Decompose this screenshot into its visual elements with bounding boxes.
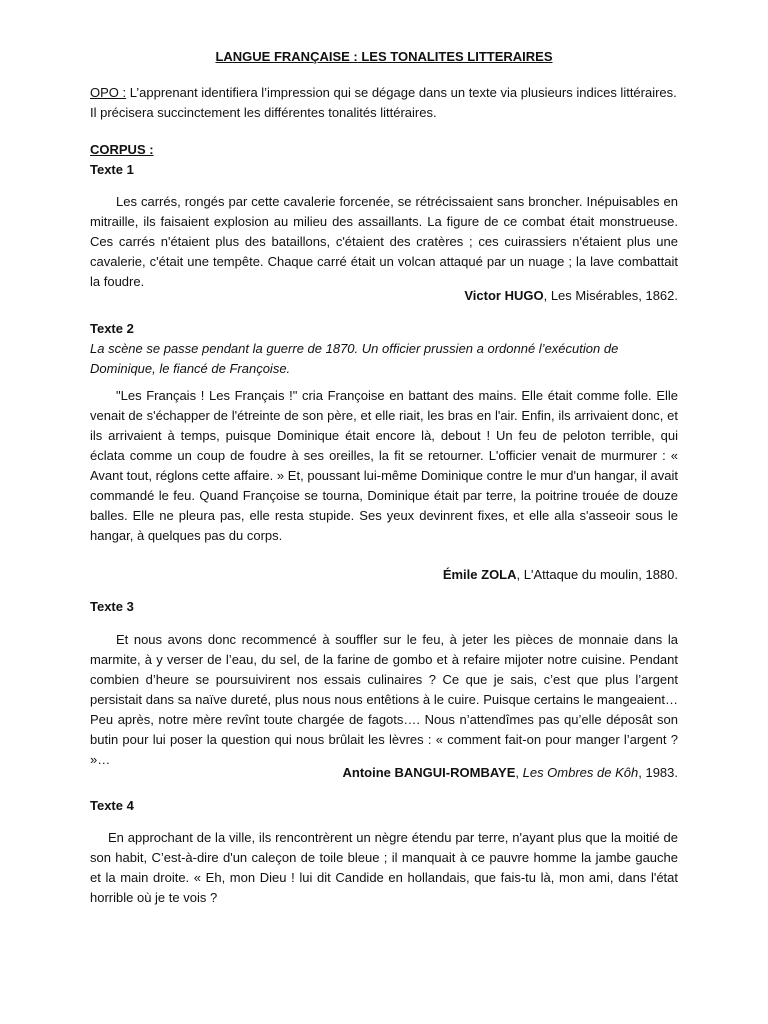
text1-work: , Les Misérables, 1862. <box>543 288 678 303</box>
page-title <box>90 47 678 67</box>
text2-author: Émile ZOLA <box>442 567 517 582</box>
text3-author: Antoine BANGUI-ROMBAYE <box>342 765 516 780</box>
opo-objective <box>90 83 678 123</box>
text1-attribution <box>90 286 678 306</box>
title-rest: LES TONALITES LITTERAIRES <box>357 49 553 64</box>
opo-label: OPO : <box>90 85 127 100</box>
text3-work-sep: , <box>515 765 523 780</box>
text2-heading: Texte 2 <box>90 321 134 336</box>
text3-heading: Texte 3 <box>90 599 134 614</box>
text1-body: Les carrés, rongés par cette cavalerie forcenée, se rétrécissaient sans broncher. Inépuisables en mitraille, ils faisaient explosion au milieu des assaillants. La figure de ce combat était monstrueuse. Ces carrés n'étaient plus des bataillons, c'étaient des cratères ; ces cuirassiers n'étaient plus une cavalerie, c'était une tempête. Chaque carré était un volcan attaqué par un nuage ; la lave combattait la foudre. <box>90 194 678 289</box>
text3-attribution <box>90 763 678 783</box>
opo-text: L’apprenant identifiera l’impression qui se dégage dans un texte via plusieurs indices littéraires. Il précisera succinctement les différentes tonalités littéraires. <box>90 85 677 120</box>
text3-work-title: Les Ombres de Kôh <box>522 765 639 780</box>
text4-heading: Texte 4 <box>90 798 134 813</box>
text2-intro: La scène se passe pendant la guerre de 1870. Un officier prussien a ordonné l’exécution de Dominique, le fiancé de Françoise. <box>90 341 619 376</box>
text2-work: , L'Attaque du moulin, 1880. <box>516 567 678 582</box>
text1-heading: Texte 1 <box>90 162 134 177</box>
text1-author: Victor HUGO <box>464 288 544 303</box>
text4-body: En approchant de la ville, ils rencontrèrent un nègre étendu par terre, n'ayant plus que la moitié de son habit, C’est-à-dire d'un caleçon de toile bleue ; il manquait à ce pauvre homme la jambe gauche et la main droite. « Eh, mon Dieu ! lui dit Candide en hollandais, que fais-tu là, mon ami, dans l'état horrible où je te vois ? <box>90 830 678 905</box>
text3-work-end: , 1983. <box>638 765 678 780</box>
text3-body: Et nous avons donc recommencé à souffler sur le feu, à jeter les pièces de monnaie dans la marmite, à y verser de l’eau, du sel, de la farine de gombo et à refaire mijoter notre cuisine. Pendant combien d’heure se poursuivirent nos essais culinaires ? Ce que je sais, c’est que plus l’argent persistait dans sa naïve dureté, plus nous nous entêtions à le cuire. Puisque certains le mangeaient… Peu après, notre mère revînt toute chargée de fagots…. Nous n’attendîmes pas qu’elle déposât son butin pour lui poser la question qui nous brûlait les lèvres : « comment fait-on pour manger l’argent ? »… <box>90 632 678 767</box>
text2-body: "Les Français ! Les Français !" cria Françoise en battant des mains. Elle était comme folle. Elle venait de s'échapper de l'étreinte de son père, et elle riait, les bras en l'air. Enfin, ils arrivaient donc, et ils arrivaient à temps, puisque Dominique était encore là, debout ! Un feu de peloton terrible, qui éclata comme un coup de foudre à ses oreilles, la fit se retourner. L'officier venait de murmurer : « Avant tout, réglons cette affaire. » Et, poussant lui-même Dominique contre le mur d'un hangar, il avait commandé le feu. Quand Françoise se tourna, Dominique était par terre, la poitrine trouée de douze balles. Elle ne pleura pas, elle resta stupide. Ses yeux devinrent fixes, et elle alla s'asseoir sous le hangar, à quelques pas du corps. <box>90 388 678 543</box>
text2-attribution <box>90 565 678 585</box>
title-prefix: LANGUE FRANÇAISE : <box>215 49 358 64</box>
corpus-label: CORPUS : <box>90 142 154 157</box>
